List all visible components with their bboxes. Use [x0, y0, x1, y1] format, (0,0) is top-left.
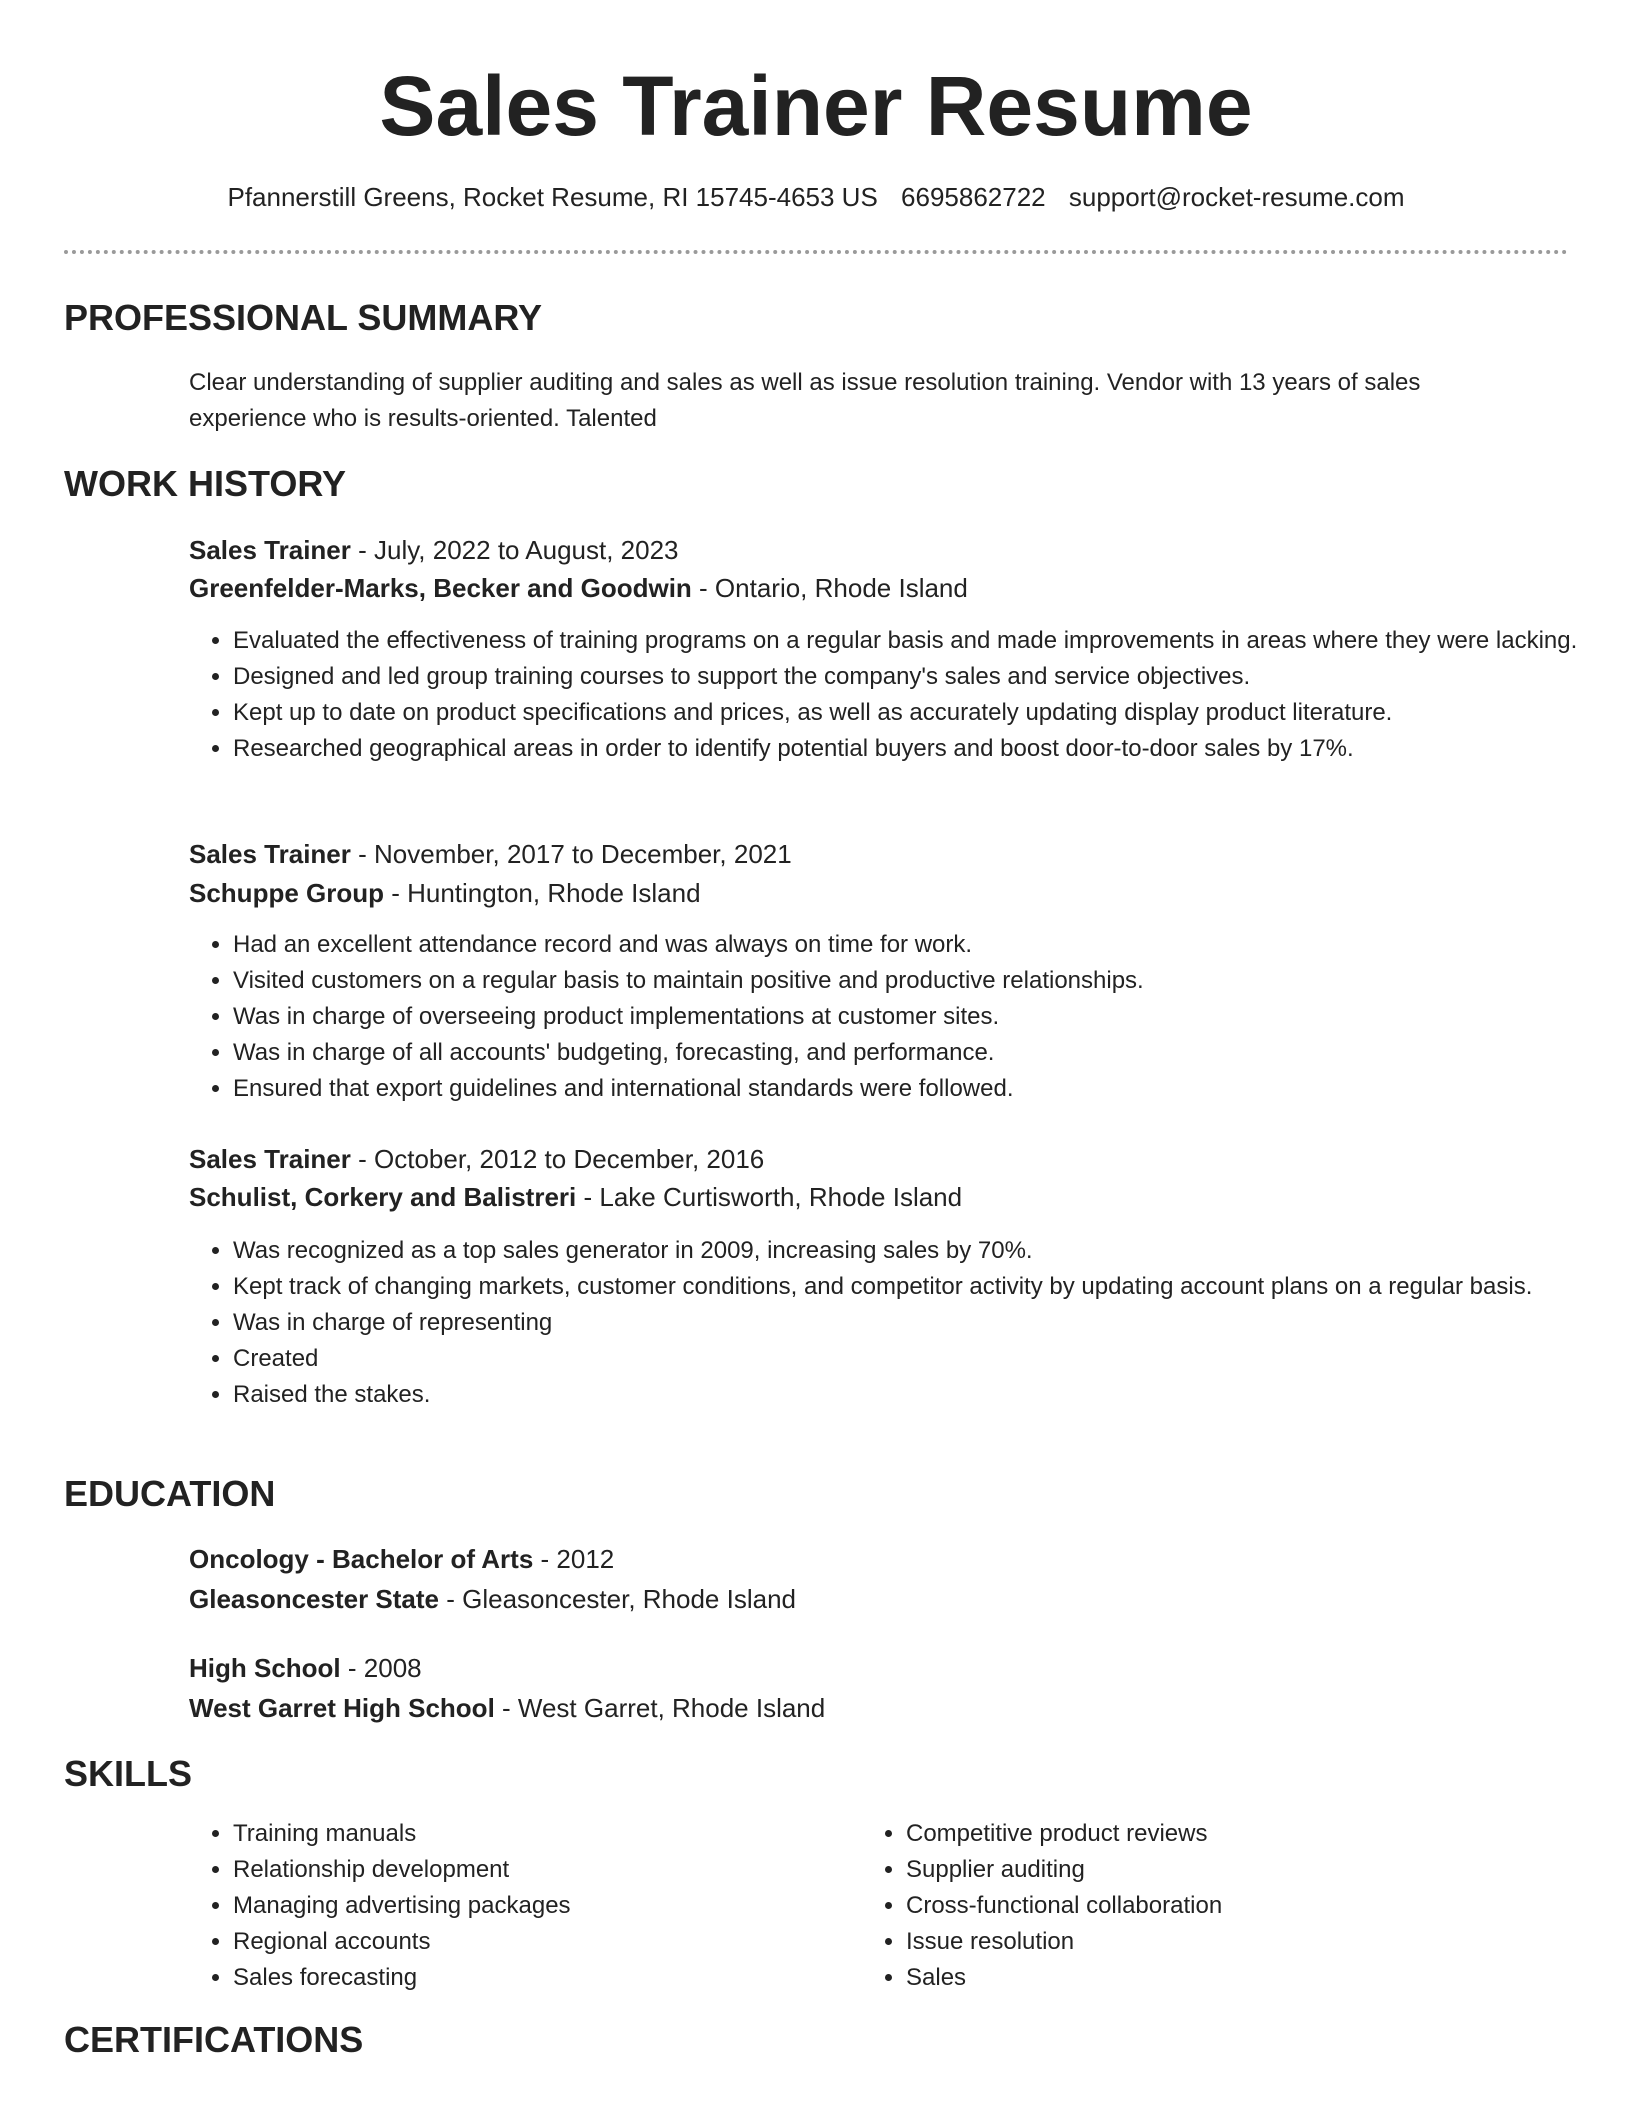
job-location: - Lake Curtisworth, Rhode Island	[576, 1182, 963, 1212]
job-bullets	[189, 927, 1583, 1107]
job-bullet: • Created	[233, 1341, 1583, 1377]
job-title-line	[189, 836, 792, 872]
contact-line	[0, 180, 1632, 214]
skill-item: • Sales	[906, 1960, 1506, 1996]
job-bullet: • Ensured that export guidelines and international standards were followed.	[233, 1071, 1583, 1107]
job-bullet: • Visited customers on a regular basis to maintain positive and productive relationships.	[233, 963, 1583, 999]
skill-item: • Relationship development	[233, 1852, 833, 1888]
job-bullet: • Designed and led group training courses to support the company's sales and service objectives.	[233, 659, 1583, 695]
job-bullet: • Researched geographical areas in order to identify potential buyers and boost door-to-door sales by 17%.	[233, 731, 1583, 767]
job-company: Greenfelder-Marks, Becker and Goodwin	[189, 573, 692, 603]
job-bullet: • Raised the stakes.	[233, 1377, 1583, 1413]
job-bullet: • Evaluated the effectiveness of training programs on a regular basis and made improvements in areas where they were lacking.	[233, 623, 1583, 659]
job-bullets	[189, 1233, 1583, 1413]
education-school: West Garret High School	[189, 1693, 495, 1723]
education-location: - Gleasoncester, Rhode Island	[439, 1584, 796, 1614]
skill-item: • Training manuals	[233, 1816, 833, 1852]
job-dates: - October, 2012 to December, 2016	[350, 1144, 765, 1174]
job-location: - Huntington, Rhode Island	[384, 878, 701, 908]
contact-email: support@rocket-resume.com	[1068, 182, 1405, 212]
job-company: Schuppe Group	[189, 878, 384, 908]
job-company: Schulist, Corkery and Balistreri	[189, 1182, 577, 1212]
education-degree: Oncology - Bachelor of Arts	[189, 1544, 534, 1574]
job-bullets	[189, 623, 1583, 767]
education-degree: High School	[189, 1653, 341, 1683]
job-company-line	[189, 875, 701, 911]
header-divider	[64, 250, 1568, 254]
education-school-line	[189, 1581, 796, 1617]
job-location: - Ontario, Rhode Island	[691, 573, 968, 603]
skill-item: • Managing advertising packages	[233, 1888, 833, 1924]
certifications-heading: CERTIFICATIONS	[64, 2019, 364, 2060]
job-bullet: • Was in charge of overseeing product implementations at customer sites.	[233, 999, 1583, 1035]
education-location: - West Garret, Rhode Island	[494, 1693, 826, 1723]
summary-text: Clear understanding of supplier auditing and sales as well as issue resolution training. Vendor with 13 years of sales experience who is results-oriented. Talented	[189, 369, 1421, 432]
skill-item: • Sales forecasting	[233, 1960, 833, 1996]
education-year: - 2012	[533, 1544, 615, 1574]
job-dates: - July, 2022 to August, 2023	[350, 535, 679, 565]
skill-item: • Cross-functional collaboration	[906, 1888, 1506, 1924]
job-bullet: • Kept up to date on product specifications and prices, as well as accurately updating display product literature.	[233, 695, 1583, 731]
resume-title: Sales Trainer Resume	[379, 59, 1253, 153]
skill-item: • Supplier auditing	[906, 1852, 1506, 1888]
skill-item: • Regional accounts	[233, 1924, 833, 1960]
job-bullet: • Was in charge of all accounts' budgeting, forecasting, and performance.	[233, 1035, 1583, 1071]
job-bullet: • Had an excellent attendance record and was always on time for work.	[233, 927, 1583, 963]
education-school: Gleasoncester State	[189, 1584, 440, 1614]
education-heading: EDUCATION	[64, 1473, 276, 1514]
job-bullet: • Was in charge of representing	[233, 1305, 1583, 1341]
job-bullet: • Kept track of changing markets, customer conditions, and competitor activity by updating account plans on a regular basis.	[233, 1269, 1583, 1305]
job-title: Sales Trainer	[189, 535, 351, 565]
skill-item: • Competitive product reviews	[906, 1816, 1506, 1852]
job-title: Sales Trainer	[189, 1144, 351, 1174]
skills-heading: SKILLS	[64, 1753, 193, 1794]
job-dates: - November, 2017 to December, 2021	[350, 839, 792, 869]
skills-list-left	[189, 1816, 833, 1996]
summary-heading: PROFESSIONAL SUMMARY	[64, 297, 543, 338]
education-school-line	[189, 1690, 825, 1726]
job-title-line	[189, 532, 679, 568]
job-company-line	[189, 570, 968, 606]
skill-item: • Issue resolution	[906, 1924, 1506, 1960]
contact-phone: 6695862722	[901, 182, 1046, 212]
skills-list-right	[862, 1816, 1506, 1996]
work-history-heading: WORK HISTORY	[64, 463, 347, 504]
education-year: - 2008	[340, 1653, 422, 1683]
education-degree-line	[189, 1650, 422, 1686]
job-title: Sales Trainer	[189, 839, 351, 869]
contact-address: Pfannerstill Greens, Rocket Resume, RI 15745-4653 US	[227, 182, 878, 212]
job-company-line	[189, 1179, 962, 1215]
job-bullet: • Was recognized as a top sales generator in 2009, increasing sales by 70%.	[233, 1233, 1583, 1269]
education-degree-line	[189, 1541, 614, 1577]
job-title-line	[189, 1141, 764, 1177]
